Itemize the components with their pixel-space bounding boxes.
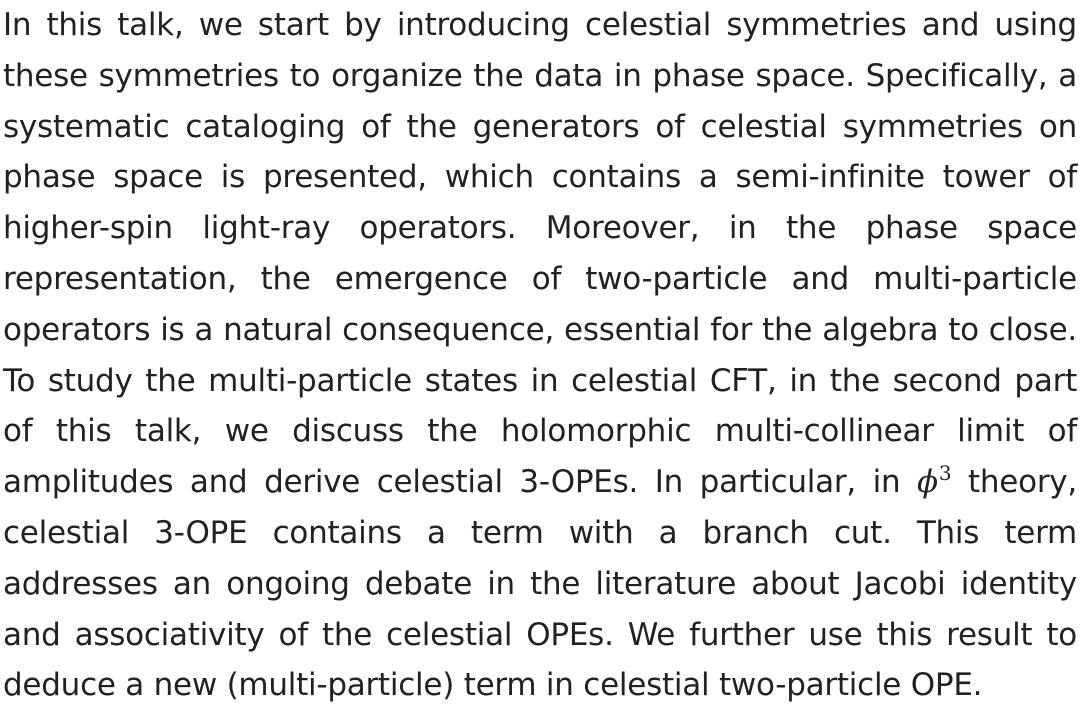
abstract-text-part-1: In this talk, we start by introducing celestial symmetries and using these symmetries to organize the data in phase space. Specifically, a systematic cataloging of the generators of celestial symmetries on phase space is presented, which contains a semi-infinite tower of higher-spin light-ray operators. Moreover, in the phase space representation, the emergence of two-particle and multi-particle operators is a natural consequence, essential for the algebra to close. To study the multi-particle states in celestial CFT, in the second part of this talk, we discuss the holomorphic multi-collinear limit of amplitudes and derive celestial 3-OPEs. In particular, in xyxy=(3,7,1077,501)
phi-exponent: 3 xyxy=(938,461,952,486)
abstract-paragraph xyxy=(3,0,1077,711)
abstract-text-part-2: theory, celestial 3-OPE contains a term with a branch cut. This term addresses an ongoing debate in the literature about Jacobi identity and associativity of the celestial OPEs. We further use this result to deduce a new (multi-particle) term in celestial two-particle OPE. xyxy=(3,464,1078,704)
phi-symbol: ϕ xyxy=(916,464,938,501)
